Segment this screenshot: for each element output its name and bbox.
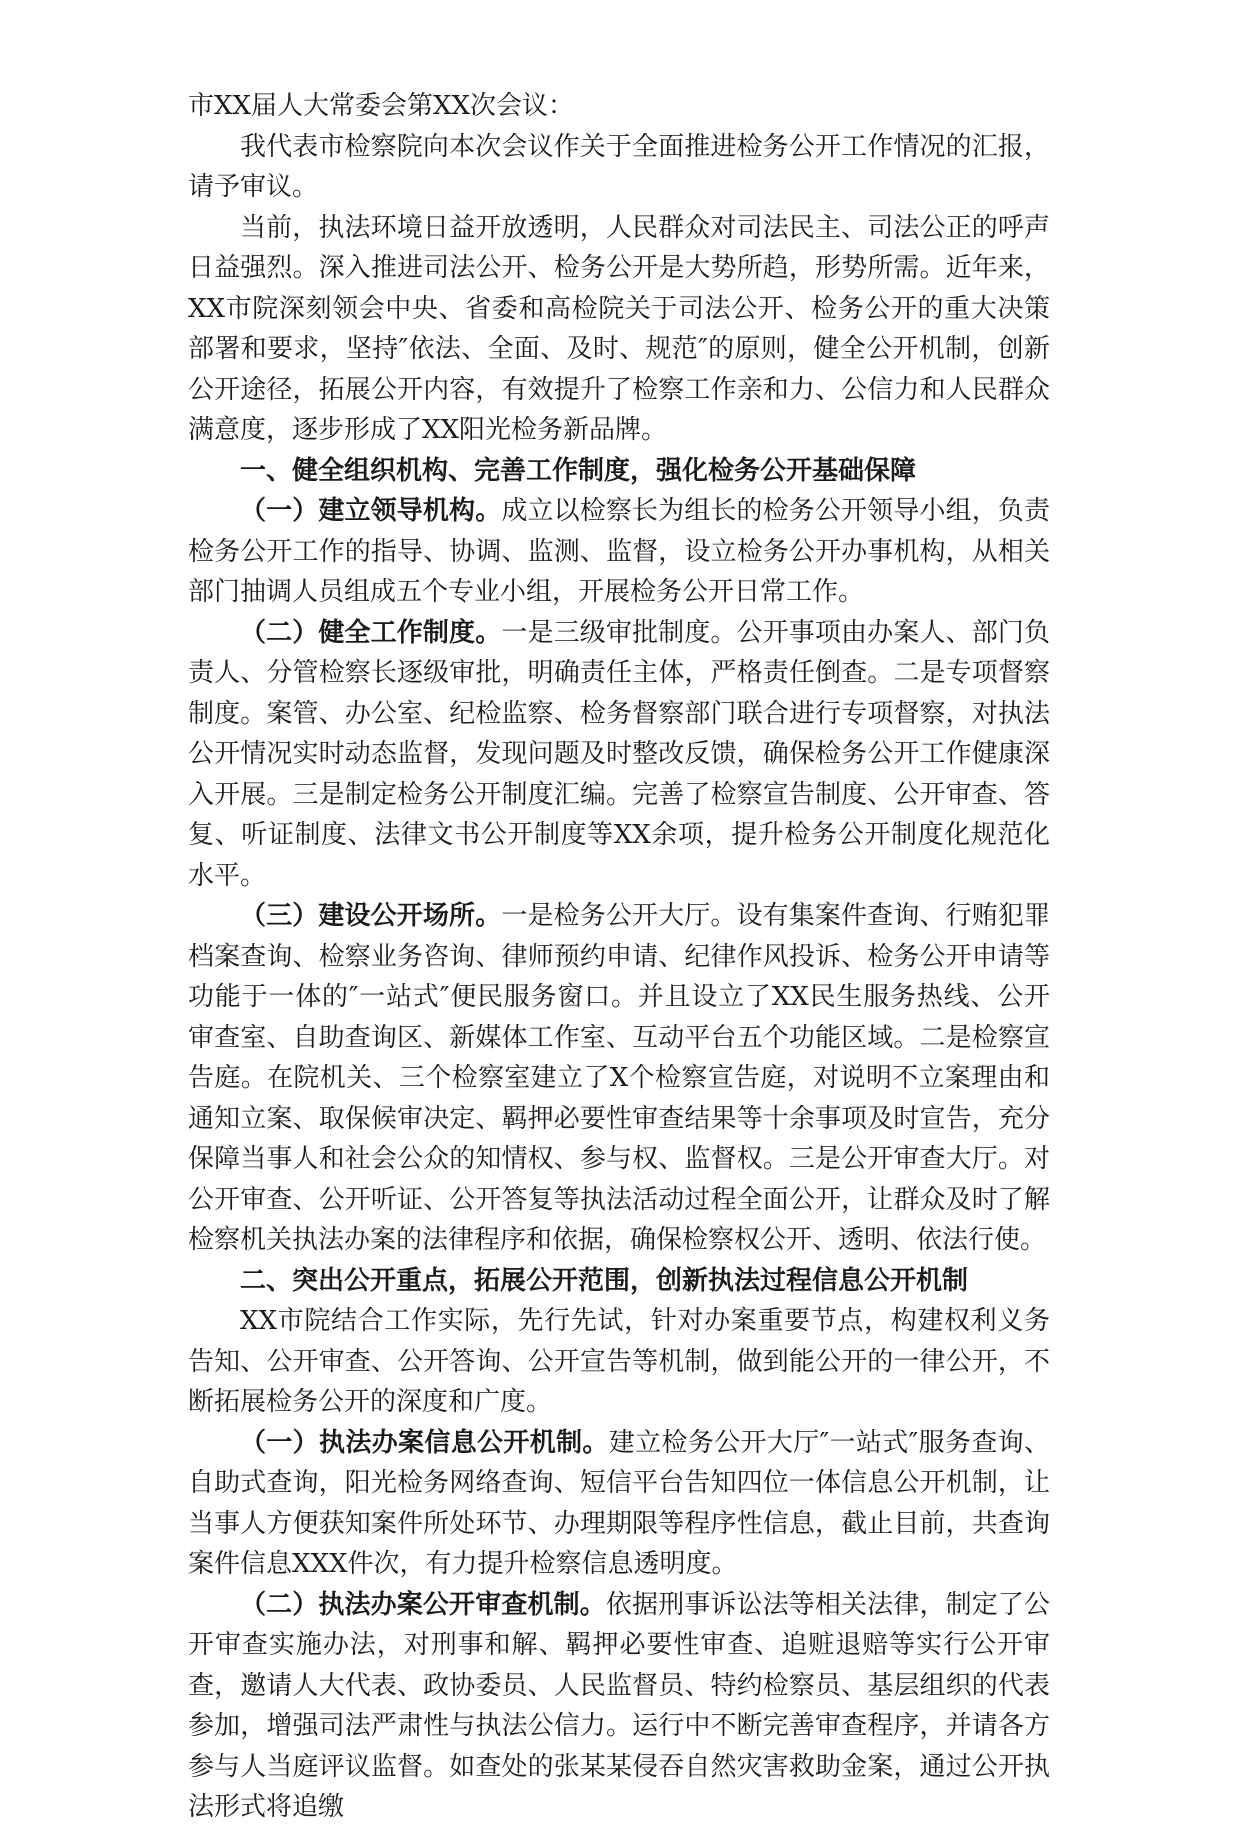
section-1-item-3 <box>188 896 1050 1261</box>
section-1-item-2-label: （二）健全工作制度。 <box>240 617 502 648</box>
background-paragraph: 当前，执法环境日益开放透明，人民群众对司法民主、司法公正的呼声日益强烈。深入推进司法公开、检务公开是大势所趋，形势所需。近年来，XX市院深刻领会中央、省委和高检院关于司法公开、检务公开的重大决策部署和要求，坚持″依法、全面、及时、规范″的原则，健全公开机制，创新公开途径，拓展公开内容，有效提升了检察工作亲和力、公信力和人民群众满意度，逐步形成了XX阳光检务新品牌。 <box>188 212 1050 445</box>
section-1-item-2-text: 一是三级审批制度。公开事项由办案人、部门负责人、分管检察长逐级审批，明确责任主体，严格责任倒查。二是专项督察制度。案管、办公室、纪检监察、检务督察部门联合进行专项督察，对执法公开情况实时动态监督，发现问题及时整改反馈，确保检务公开工作健康深入开展。三是制定检务公开制度汇编。完善了检察宣告制度、公开审查、答复、听证制度、法律文书公开制度等XX余项，提升检务公开制度化规范化水平。 <box>188 617 1050 891</box>
section-2-item-1-text: 建立检务公开大厅″一站式″服务查询、自助式查询，阳光检务网络查询、短信平台告知四位一体信息公开机制，让当事人方便获知案件所处环节、办理期限等程序性信息，截止目前，共查询案件信息XXX件次，有力提升检察信息透明度。 <box>188 1427 1050 1579</box>
section-2-item-1-label: （一）执法办案信息公开机制。 <box>240 1427 609 1458</box>
section-1-item-3-text: 一是检务公开大厅。设有集案件查询、行贿犯罪档案查询、检察业务咨询、律师预约申请、纪律作风投诉、检务公开申请等功能于一体的″一站式″便民服务窗口。并且设立了XX民生服务热线、公开审查室、自助查询区、新媒体工作室、互动平台五个功能区域。二是检察宣告庭。在院机关、三个检察室建立了X个检察宣告庭，对说明不立案理由和通知立案、取保候审决定、羁押必要性审查结果等十余事项及时宣告，充分保障当事人和社会公众的知情权、参与权、监督权。三是公开审查大厅。对公开审查、公开听证、公开答复等执法活动过程全面公开，让群众及时了解检察机关执法办案的法律程序和依据，确保检察权公开、透明、依法行使。 <box>188 901 1050 1255</box>
section-2-item-1 <box>188 1423 1050 1585</box>
section-2-item-2-text: 依据刑事诉讼法等相关法律，制定了公开审查实施办法，对刑事和解、羁押必要性审查、追赃退赔等实行公开审查，邀请人大代表、政协委员、人民监督员、特约检察员、基层组织的代表参加，增强司法严肃性与执法公信力。运行中不断完善审查程序，并请各方参与人当庭评议监督。如查处的张某某侵吞自然灾害救助金案，通过公开执法形式将追缴 <box>188 1589 1050 1822</box>
section-1-item-1-label: （一）建立领导机构。 <box>240 496 502 526</box>
section-2-item-2 <box>188 1585 1050 1828</box>
salutation: 市XX届人大常委会第XX次会议： <box>188 91 575 121</box>
section-2-item-2-label: （二）执法办案公开审查机制。 <box>240 1589 606 1620</box>
section-1-item-1 <box>188 491 1050 613</box>
section-1-heading: 一、健全组织机构、完善工作制度，强化检务公开基础保障 <box>240 455 917 486</box>
section-1-item-2 <box>188 613 1050 897</box>
intro-paragraph: 我代表市检察院向本次会议作关于全面推进检务公开工作情况的汇报，请予审议。 <box>188 131 1050 202</box>
section-2-heading: 二、突出公开重点，拓展公开范围，创新执法过程信息公开机制 <box>240 1265 969 1296</box>
section-2-intro: XX市院结合工作实际，先行先试，针对办案重要节点，构建权利义务告知、公开审查、公开答询、公开宣告等机制，做到能公开的一律公开，不断拓展检务公开的深度和广度。 <box>188 1306 1050 1417</box>
section-1-item-1-text: 成立以检察长为组长的检务公开领导小组，负责检务公开工作的指导、协调、监测、监督，设立检务公开办事机构，从相关部门抽调人员组成五个专业小组，开展检务公开日常工作。 <box>188 496 1050 607</box>
document-page <box>188 86 1050 1828</box>
section-1-item-3-label: （三）建设公开场所。 <box>240 901 502 931</box>
